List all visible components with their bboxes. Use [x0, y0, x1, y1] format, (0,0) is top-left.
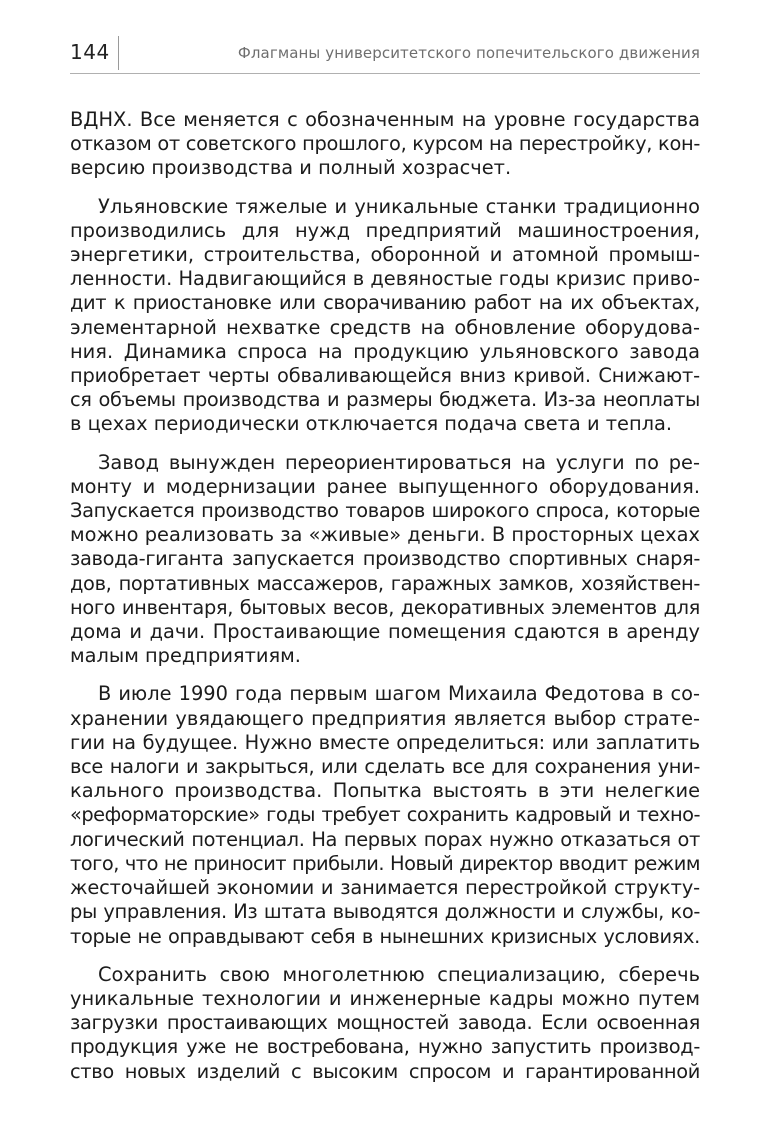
text-line: завода-гиганта запускается производство спортивных снаря-	[70, 547, 700, 571]
text-line: продукция уже не востребована, нужно запустить производ-	[70, 1035, 700, 1059]
text-line: кального производства. Попытка выстоять в эти нелегкие	[70, 779, 700, 803]
text-line: все налоги и закрыться, или сделать все для сохранения уни-	[70, 755, 700, 779]
page-number: 144	[70, 40, 110, 64]
text-line: версию производства и полный хозрасчет.	[70, 156, 512, 180]
body-text	[70, 108, 700, 1098]
text-line: уникальные технологии и инженерные кадры можно путем	[70, 986, 700, 1010]
text-line: гии на будущее. Нужно вместе определиться: или заплатить	[70, 730, 700, 754]
text-line: жесточайшей экономии и занимается перестройкой структу-	[70, 876, 700, 900]
paragraph-5	[70, 963, 700, 1084]
text-line: элементарной нехватке средств на обновление оборудова-	[70, 315, 700, 339]
text-line: ся объемы производства и размеры бюджета. Из-за неоплаты	[70, 388, 700, 412]
text-line: монту и модернизации ранее выпущенного оборудования.	[70, 474, 700, 498]
page-header	[70, 36, 700, 74]
paragraph-4	[70, 682, 700, 948]
text-line: в цехах периодически отключается подача света и тепла.	[70, 412, 673, 436]
paragraph-2	[70, 195, 700, 437]
header-divider	[118, 36, 119, 70]
text-line: В июле 1990 года первым шагом Михаила Федотова в со-	[98, 682, 700, 706]
text-line: дов, портативных массажеров, гаражных замков, хозяйствен-	[70, 571, 700, 595]
text-line: малым предприятиям.	[70, 644, 301, 668]
header-rule	[70, 73, 700, 74]
text-line: дит к приостановке или сворачиванию работ на их объектах,	[70, 291, 700, 315]
text-line: логический потенциал. На первых порах нужно отказаться от	[70, 827, 700, 851]
running-title: Флагманы университетского попечительского движения	[237, 44, 700, 62]
text-line: можно реализовать за «живые» деньги. В просторных цехах	[70, 523, 700, 547]
paragraph-3	[70, 451, 700, 669]
text-line: производились для нужд предприятий машиностроения,	[70, 218, 700, 242]
text-line: ного инвентаря, бытовых весов, декоративных элементов для	[70, 595, 700, 619]
text-line: ВДНХ. Все меняется с обозначенным на уровне государства	[70, 108, 700, 131]
text-line: энергетики, строительства, оборонной и атомной промыш-	[70, 243, 700, 267]
text-line: отказом от советского прошлого, курсом на перестройку, кон-	[70, 132, 701, 156]
text-line: ния. Динамика спроса на продукцию ульяновского завода	[70, 339, 700, 363]
text-line: торые не оправдывают себя в нынешних кризисных условиях.	[70, 924, 700, 948]
text-line: Запускается производство товаров широкого спроса, которые	[70, 499, 700, 523]
text-line: ленности. Надвигающийся в девяностые годы кризис приво-	[70, 267, 700, 291]
text-line: Сохранить свою многолетнюю специализацию, сберечь	[98, 962, 700, 986]
text-line: ры управления. Из штата выводятся должности и службы, ко-	[70, 900, 700, 924]
text-line: хранении увядающего предприятия является выбор страте-	[70, 706, 700, 730]
paragraph-1	[70, 108, 700, 181]
text-line: «реформаторские» годы требует сохранить кадровый и техно-	[70, 803, 700, 827]
text-line: того, что не приносит прибыли. Новый директор вводит режим	[70, 851, 700, 875]
text-line: Завод вынужден переориентироваться на услуги по ре-	[98, 450, 700, 474]
text-line: дома и дачи. Простаивающие помещения сдаются в аренду	[70, 620, 700, 644]
text-line: ство новых изделий с высоким спросом и гарантированной	[70, 1059, 700, 1083]
text-line: приобретает черты обваливающейся вниз кривой. Снижают-	[70, 364, 700, 388]
text-line: загрузки простаивающих мощностей завода. Если освоенная	[70, 1011, 700, 1035]
text-line: Ульяновские тяжелые и уникальные станки традиционно	[98, 194, 700, 218]
